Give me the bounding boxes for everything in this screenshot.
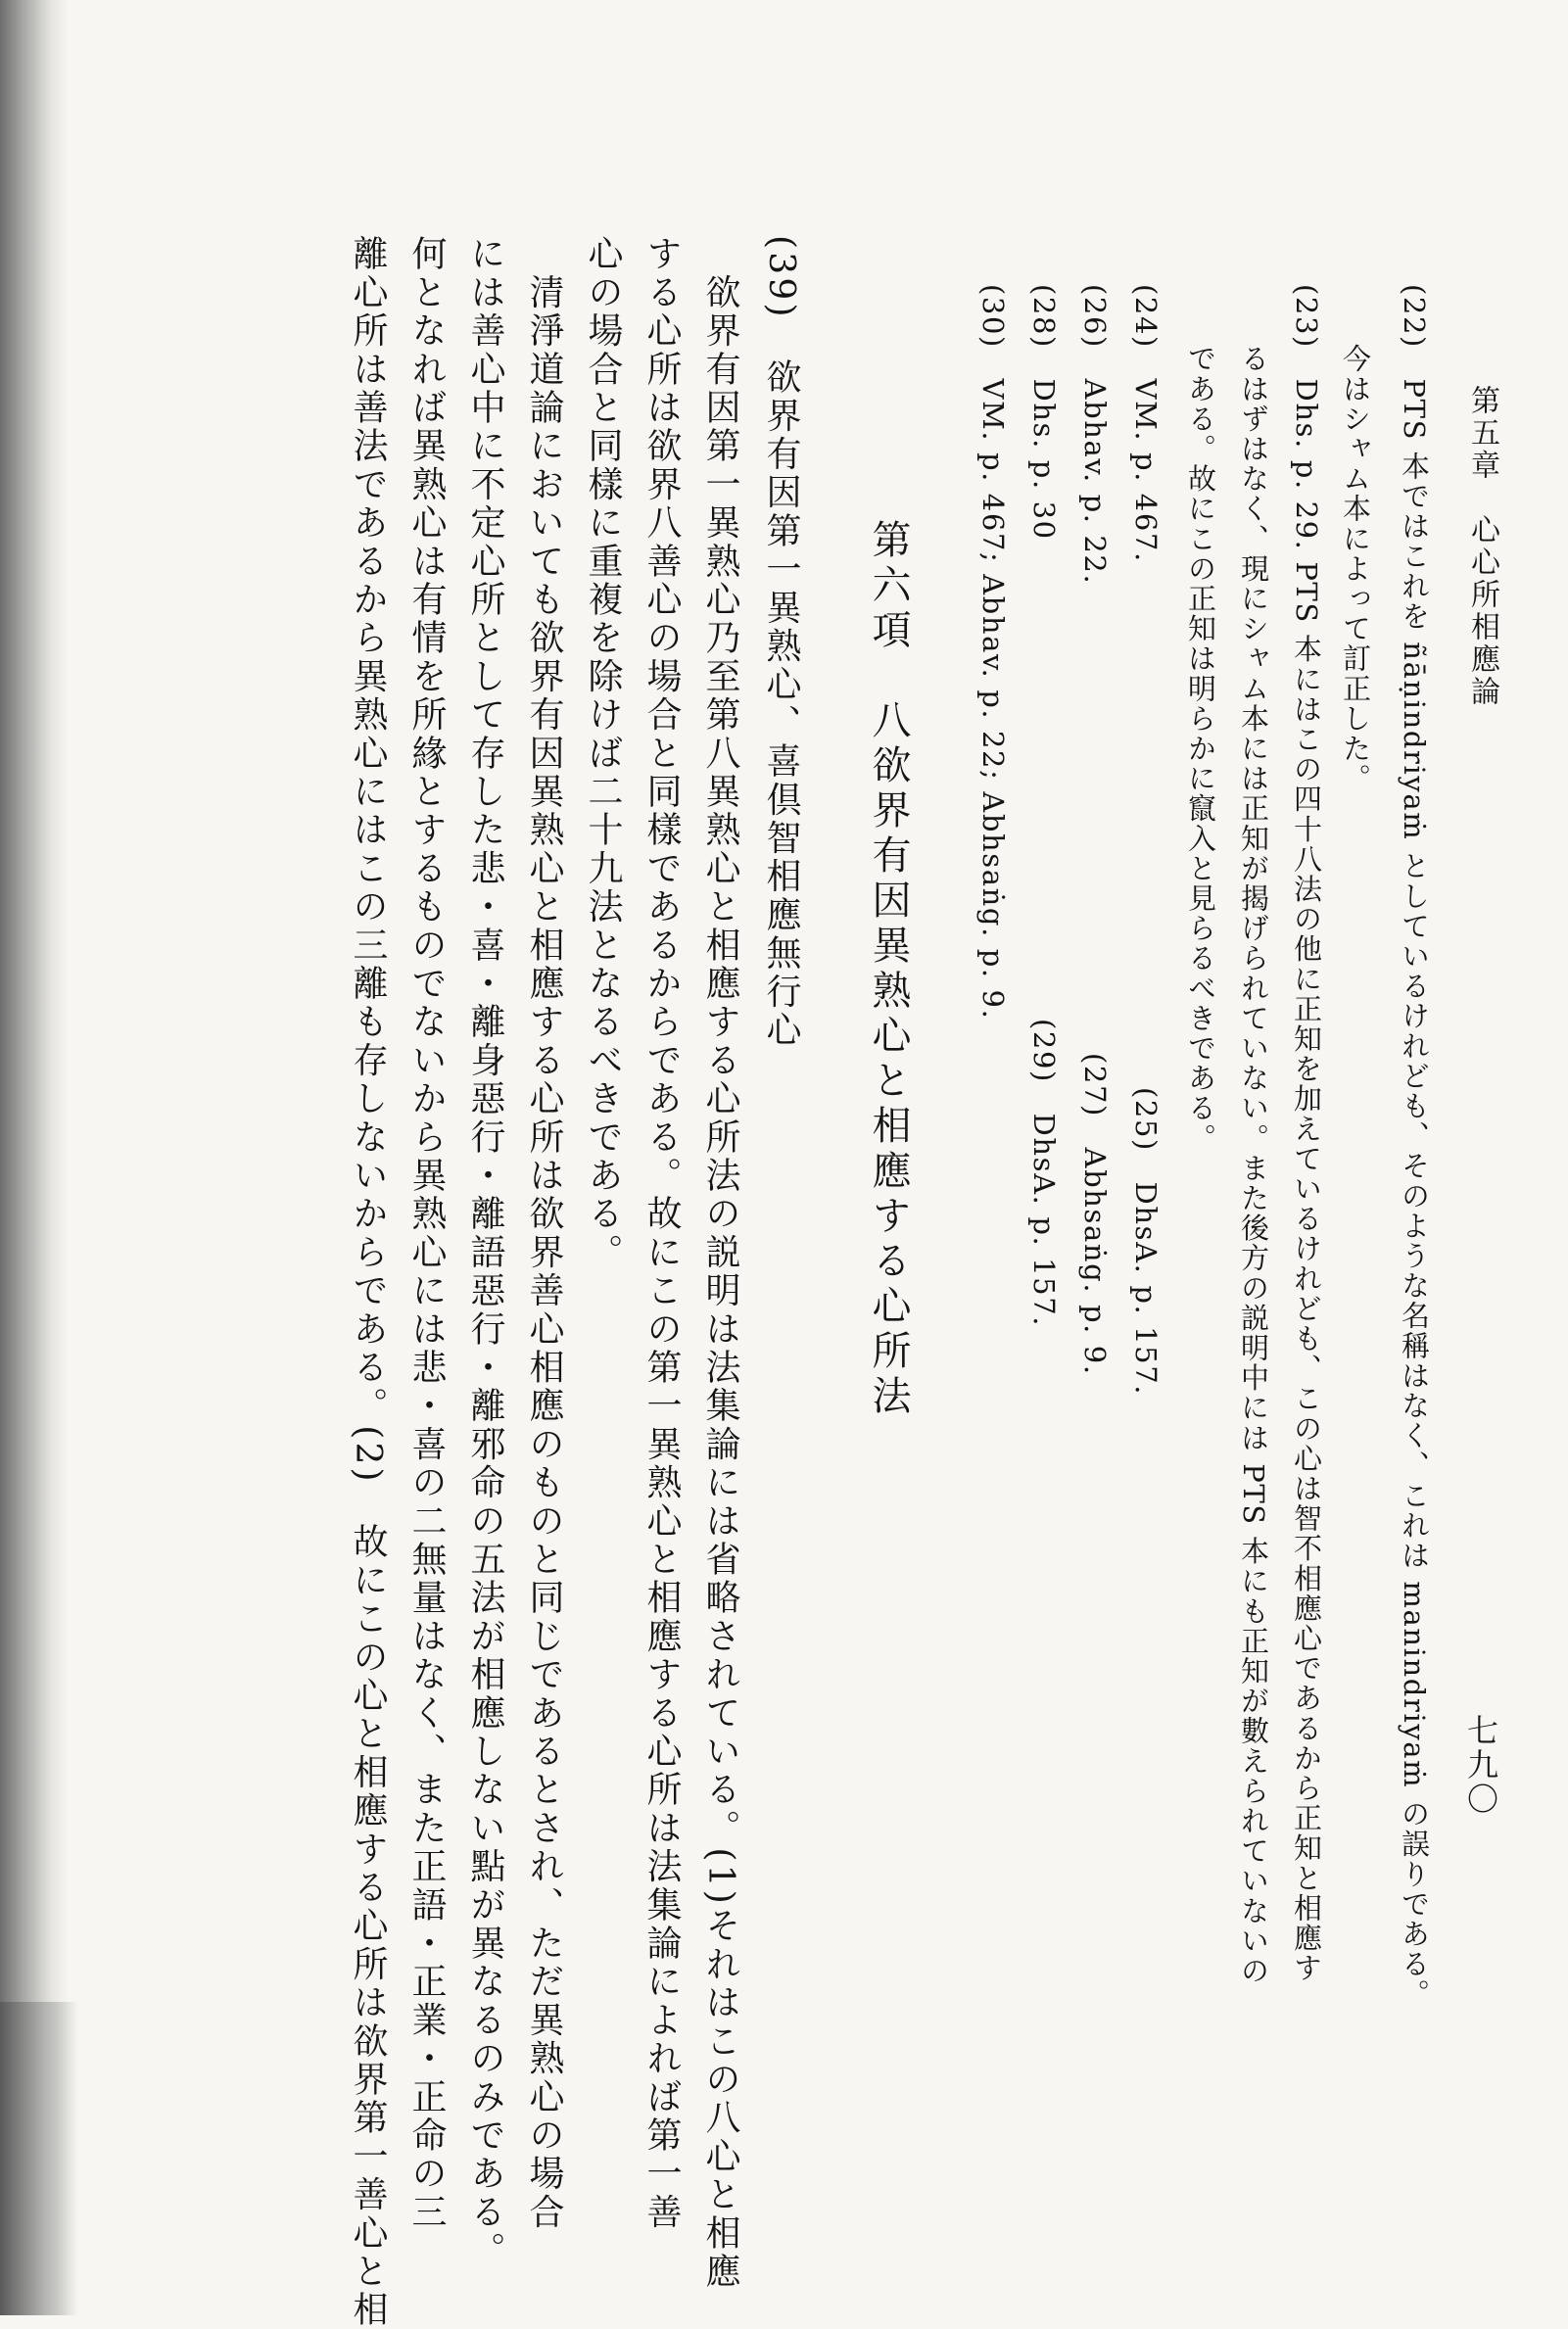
note-23-cont: である。故にこの正知は明らかに竄入と見らるべきである。 (1184, 284, 1217, 1154)
note-23: (23) Dhs. p. 29. PTS 本にはこの四十八法の他に正知を加えているけれども、この心は智不相應心であるから正知と相應す (1290, 284, 1323, 1983)
running-header: 第五章 心心所相應論 (1465, 385, 1499, 708)
paragraph-line: する心所は欲界八善心の場合と同樣であるからである。故にこの第一異熟心と相應する心所は法集論によれば第一善 (641, 235, 682, 2232)
paragraph-line: 心の場合と同樣に重複を除けば二十九法となるべきである。 (583, 235, 623, 1272)
note-22-cont: 今はシャム本によって訂正した。 (1339, 284, 1372, 794)
note-30: (30) VM. p. 467; Abhav. p. 22; Abhsaṅg. p. 9. (976, 284, 1010, 1021)
note-25: (25) DhsA. p. 157. (1129, 1087, 1163, 1397)
note-27: (27) Abhsaṅg. p. 9. (1078, 1053, 1112, 1376)
subheading: (39) 欲界有因第一異熟心、喜倶智相應無行心 (761, 235, 801, 1050)
note-29: (29) DhsA. p. 157. (1027, 1019, 1061, 1328)
note-23-cont: るはずはなく、現にシャム本には正知が揭げられていない。また後方の説明中には PTS 本にも正知が數えられていないの (1237, 284, 1270, 1986)
page-edge-shadow-bottom (0, 2002, 78, 2315)
paragraph-line: 欲界有因第一異熟心乃至第八異熟心と相應する心所法の説明は法集論には省略されている。(1)それはこの八心と相應 (700, 235, 740, 2291)
section-heading: 第六項 八欲界有因異熟心と相應する心所法 (866, 519, 911, 1420)
paragraph-line: 何となれば異熟心は有情を所緣とするものでないから異熟心には悲・喜の二無量はなく、また正語・正業・正命の三 (406, 235, 447, 2232)
note-26: (26) Abhav. p. 22. (1078, 284, 1112, 586)
paragraph-line: 清淨道論においても欲界有因異熟心と相應する心所は欲界善心相應のものと同じであるとされ、ただ異熟心の場合 (524, 235, 564, 2232)
note-24: (24) VM. p. 467. (1129, 284, 1163, 563)
note-28: (28) Dhs. p. 30 (1027, 284, 1061, 541)
paragraph-line: 離心所は善法であるから異熟心にはこの三離も存しないからである。(2) 故にこの心と相應する心所は欲界第一善心と相 (348, 235, 388, 2329)
page-edge-shadow (0, 0, 69, 2315)
note-22: (22) PTS 本ではこれを ñāṇindriyaṁ としているけれども、そのような名稱はなく、これは manindriyaṁ の誤りである。 (1398, 284, 1431, 2010)
paragraph-line: には善心中に不定心所として存した悲・喜・離身惡行・離語惡行・離邪命の五法が相應しない點が異なるのみである。 (465, 235, 505, 2270)
page-number: 七九〇 (1462, 1714, 1499, 1817)
